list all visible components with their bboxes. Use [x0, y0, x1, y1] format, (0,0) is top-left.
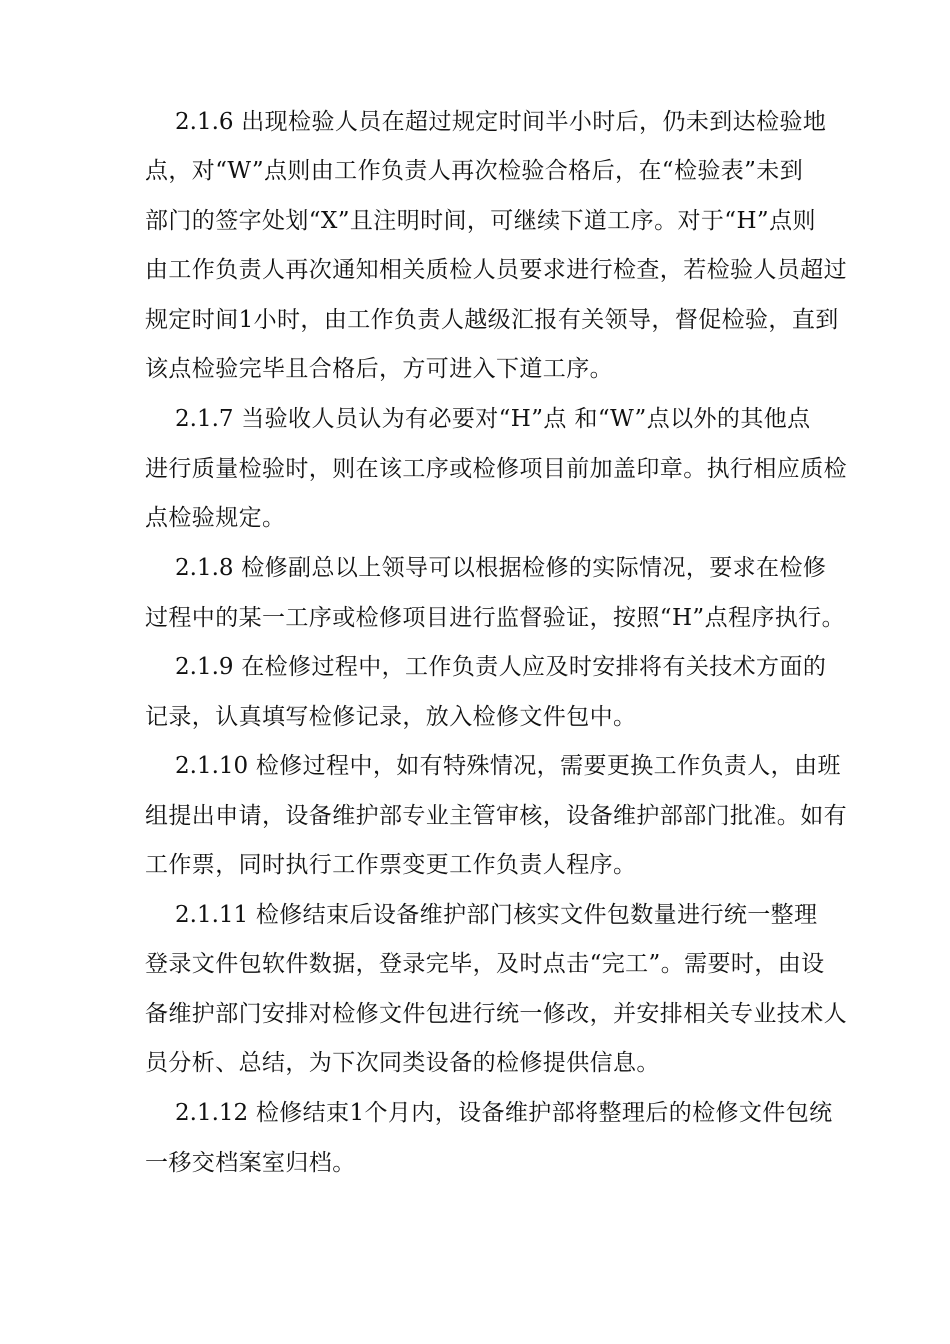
text-line: 该点检验完毕且合格后，方可进入下道工序。: [145, 356, 613, 382]
text-line: 规定时间1小时，由工作负责人越级汇报有关领导，督促检验，直到: [145, 307, 839, 333]
text-line: [175, 1093, 833, 1133]
text-line: 部门的签字处划“X”且注明时间，可继续下道工序。对于“H”点则: [145, 208, 816, 234]
text-line: 组提出申请，设备维护部专业主管审核，设备维护部部门批准。如有: [145, 803, 847, 829]
text-line: 点检验规定。: [145, 505, 286, 531]
line-text: 检修副总以上领导可以根据检修的实际情况，要求在检修: [241, 555, 827, 581]
clause-number: 2.1.10: [175, 753, 249, 779]
text-line: 登录文件包软件数据，登录完毕，及时点击“完工”。需要时，由设: [145, 951, 825, 977]
line-text: 出现检验人员在超过规定时间半小时后，仍未到达检验地: [241, 109, 827, 135]
text-line: 一移交档案室归档。: [145, 1150, 356, 1176]
clause-number: 2.1.7: [175, 406, 234, 432]
clause-number: 2.1.12: [175, 1100, 249, 1126]
clause-number: 2.1.9: [175, 654, 234, 680]
text-line: [175, 102, 826, 142]
line-text: 在检修过程中，工作负责人应及时安排将有关技术方面的: [241, 654, 827, 680]
line-text: 检修结束1个月内，设备维护部将整理后的检修文件包统: [255, 1100, 833, 1126]
text-line: 进行质量检验时，则在该工序或检修项目前加盖印章。执行相应质检: [145, 456, 847, 482]
text-line: [175, 746, 841, 786]
text-line: [175, 895, 817, 935]
line-text: 检修过程中，如有特殊情况，需要更换工作负责人，由班: [255, 753, 841, 779]
line-text: 检修结束后设备维护部门核实文件包数量进行统一整理: [255, 902, 818, 928]
text-line: 工作票，同时执行工作票变更工作负责人程序。: [145, 852, 637, 878]
line-text: 当验收人员认为有必要对“H”点 和“W”点以外的其他点: [241, 406, 811, 432]
text-line: 由工作负责人再次通知相关质检人员要求进行检查，若检验人员超过: [145, 257, 847, 283]
text-line: [175, 548, 826, 588]
clause-number: 2.1.8: [175, 555, 234, 581]
text-line: 员分析、总结，为下次同类设备的检修提供信息。: [145, 1050, 660, 1076]
text-line: 备维护部门安排对检修文件包进行统一修改，并安排相关专业技术人: [145, 1001, 847, 1027]
text-line: [175, 647, 826, 687]
clause-number: 2.1.11: [175, 902, 249, 928]
text-line: 过程中的某一工序或检修项目进行监督验证，按照“H”点程序执行。: [145, 605, 845, 631]
clause-number: 2.1.6: [175, 109, 234, 135]
text-line: 点，对“W”点则由工作负责人再次检验合格后，在“检验表”未到: [145, 158, 804, 184]
text-line: 记录，认真填写检修记录，放入检修文件包中。: [145, 704, 637, 730]
text-line: [175, 399, 811, 439]
